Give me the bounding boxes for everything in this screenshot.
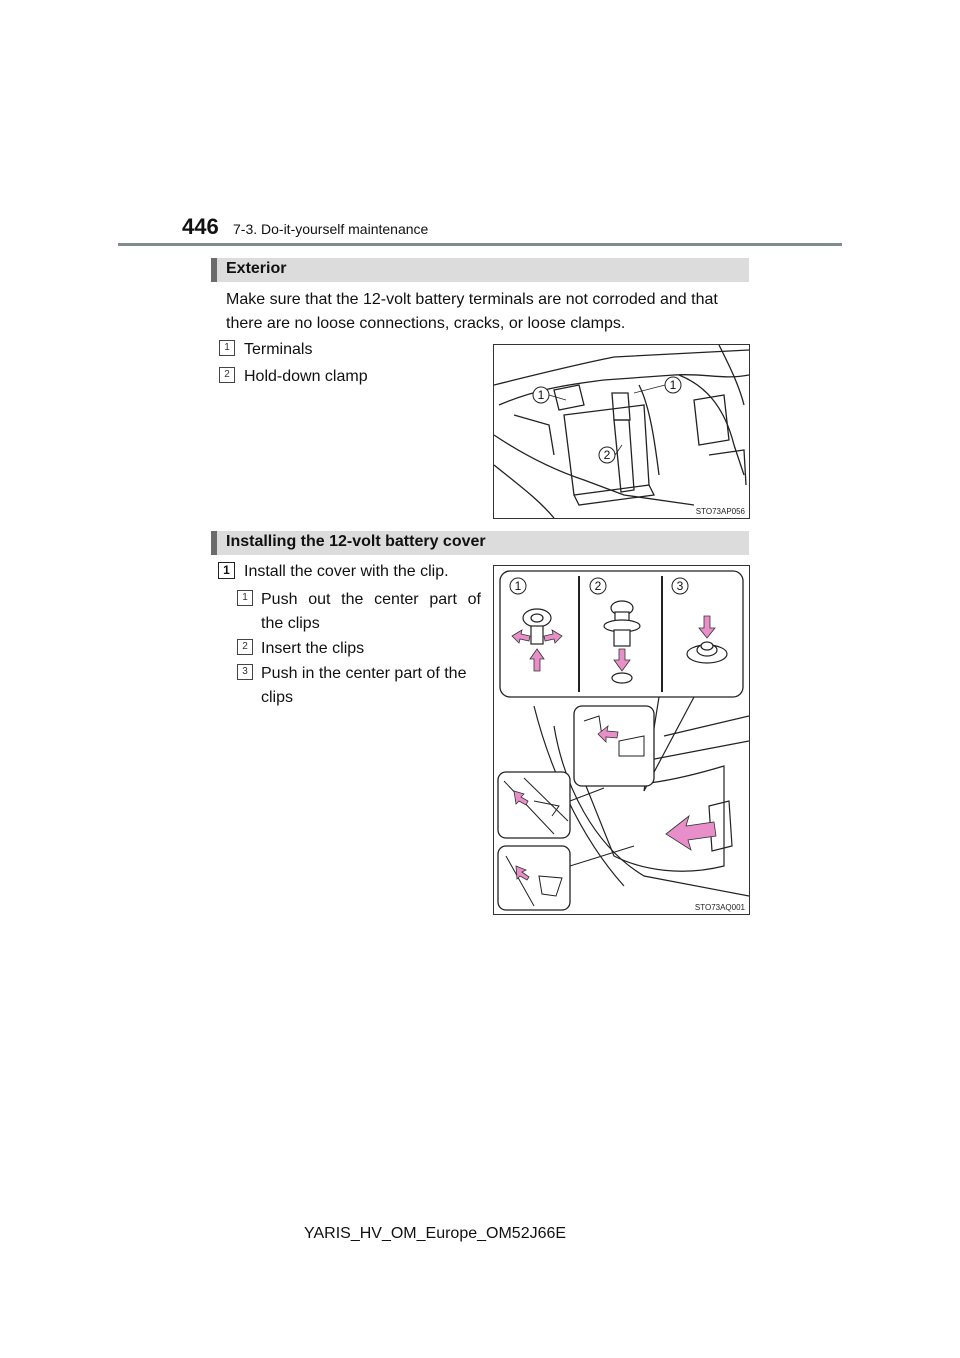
panel-label-3: 3 xyxy=(676,579,684,593)
inset-clip-detail xyxy=(574,706,654,786)
exterior-intro-line1: Make sure that the 12-volt battery terminals are not corroded and that xyxy=(226,291,718,308)
exterior-heading-text: Exterior xyxy=(226,260,287,277)
item-number-2: 2 xyxy=(219,367,235,383)
panel-label-1: 1 xyxy=(514,579,522,593)
substep-number-2: 2 xyxy=(237,639,253,655)
footer-doc-id: YARIS_HV_OM_Europe_OM52J66E xyxy=(304,1225,567,1242)
figure-code-battery: STO73AP056 xyxy=(695,507,745,516)
item-label-terminals: Terminals xyxy=(244,341,313,358)
install-heading xyxy=(211,531,749,555)
exterior-heading xyxy=(211,258,749,282)
header-divider xyxy=(118,243,842,246)
panel-label-2: 2 xyxy=(594,579,602,593)
callout-clamp: 2 xyxy=(603,448,611,462)
install-heading-text: Installing the 12-volt battery cover xyxy=(226,533,486,550)
inset-left-top xyxy=(498,772,570,838)
callout-terminal-right: 1 xyxy=(669,378,677,392)
battery-figure xyxy=(493,344,750,519)
clip-illustration xyxy=(494,566,749,914)
exterior-intro-line2: there are no loose connections, cracks, or loose clamps. xyxy=(226,315,626,332)
section-title: 7-3. Do-it-yourself maintenance xyxy=(233,221,429,237)
substep-2-line1: Insert the clips xyxy=(261,640,365,657)
substep-3-line1: Push in the center part of the xyxy=(261,665,467,682)
substep-1-line2: the clips xyxy=(261,615,320,632)
battery-illustration xyxy=(494,345,749,518)
step-text: Install the cover with the clip. xyxy=(244,563,449,580)
page-number: 446 xyxy=(182,214,219,239)
substep-number-1: 1 xyxy=(237,590,253,606)
substep-number-3: 3 xyxy=(237,664,253,680)
callout-terminal-left: 1 xyxy=(537,388,545,402)
clip-figure xyxy=(493,565,750,915)
item-label-hold-down-clamp: Hold-down clamp xyxy=(244,368,368,385)
substep-1-line1: Push out the center part of xyxy=(261,591,481,608)
substep-3-line2: clips xyxy=(261,689,294,706)
step-number-1: 1 xyxy=(218,562,235,579)
figure-code-clip: STO73AQ001 xyxy=(694,903,745,912)
item-number-1: 1 xyxy=(219,340,235,356)
cover-push-arrow-icon xyxy=(666,816,716,850)
